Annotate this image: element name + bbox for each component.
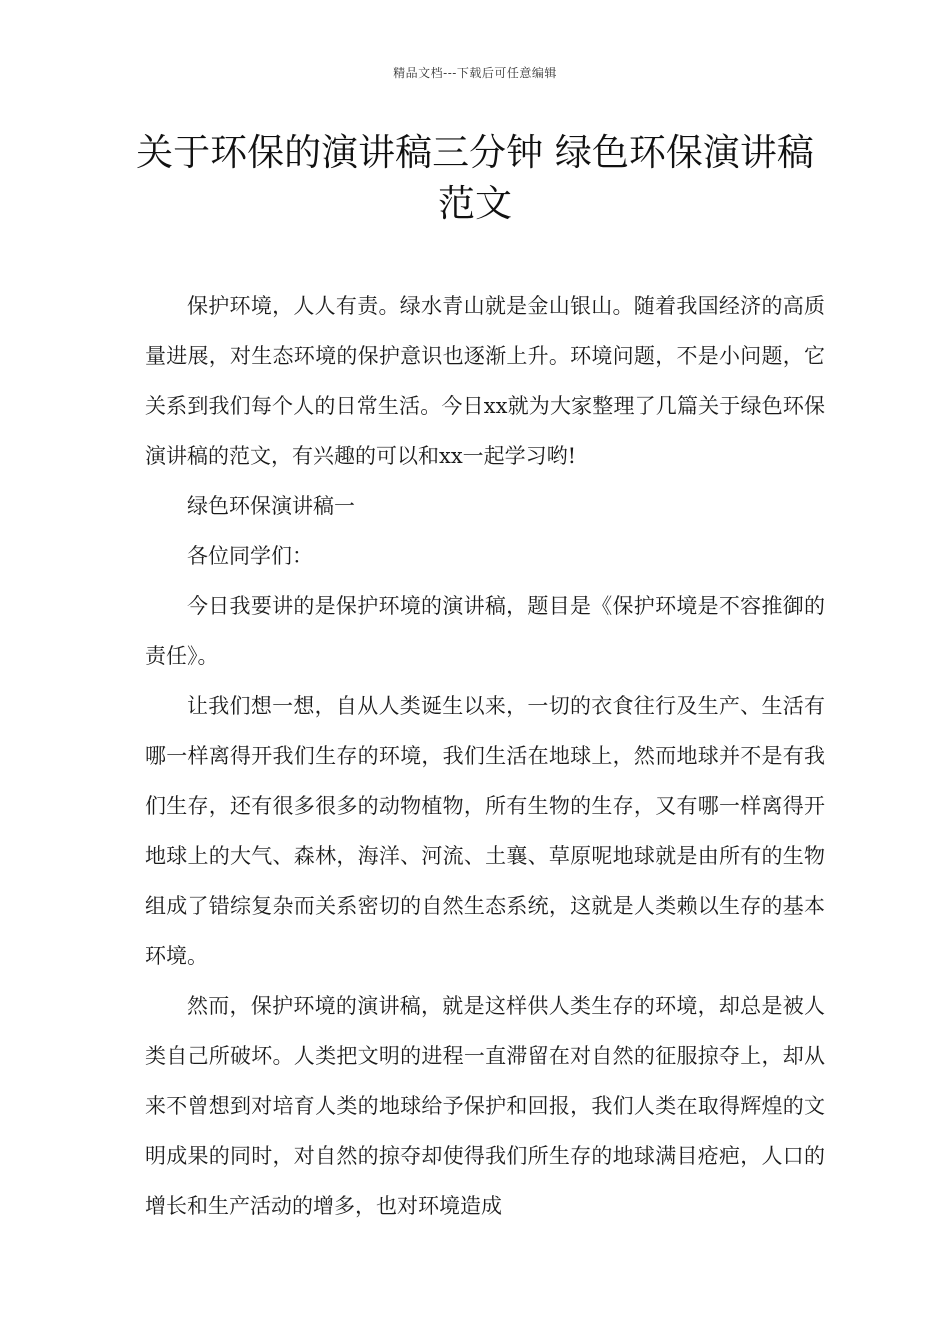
document-body [145,281,825,1231]
paragraph-topic: 今日我要讲的是保护环境的演讲稿，题目是《保护环境是不容推御的责任》。 [145,594,825,668]
document-title: 关于环保的演讲稿三分钟 绿色环保演讲稿范文 [136,131,814,225]
header-note: 精品文档---下载后可任意编辑 [393,66,557,80]
paragraph-heading-speech-one: 绿色环保演讲稿一 [187,494,355,518]
paragraph-intro: 保护环境，人人有责。绿水青山就是金山银山。随着我国经济的高质量进展，对生态环境的保护意识也逐渐上升。环境问题，不是小问题，它关系到我们每个人的日常生活。今日xx就为大家整理了几篇关于绿色环保演讲稿的范文，有兴趣的可以和xx一起学习哟! [145,294,825,468]
paragraph-greeting: 各位同学们： [187,544,313,568]
paragraph-destruction: 然而，保护环境的演讲稿，就是这样供人类生存的环境，却总是被人类自己所破坏。人类把文明的进程一直滞留在对自然的征服掠夺上，却从来不曾想到对培育人类的地球给予保护和回报，我们人类在取得辉煌的文明成果的同时，对自然的掠夺却使得我们所生存的地球满目疮疤，人口的增长和生产活动的增多，也对环境造成 [145,994,825,1218]
paragraph-reflection: 让我们想一想，自从人类诞生以来，一切的衣食往行及生产、生活有哪一样离得开我们生存的环境，我们生活在地球上，然而地球并不是有我们生存，还有很多很多的动物植物，所有生物的生存，又有哪一样离得开地球上的大气、森林，海洋、河流、土襄、草原呢地球就是由所有的生物组成了错综复杂而关系密切的自然生态系统，这就是人类赖以生存的基本环境。 [145,694,825,968]
